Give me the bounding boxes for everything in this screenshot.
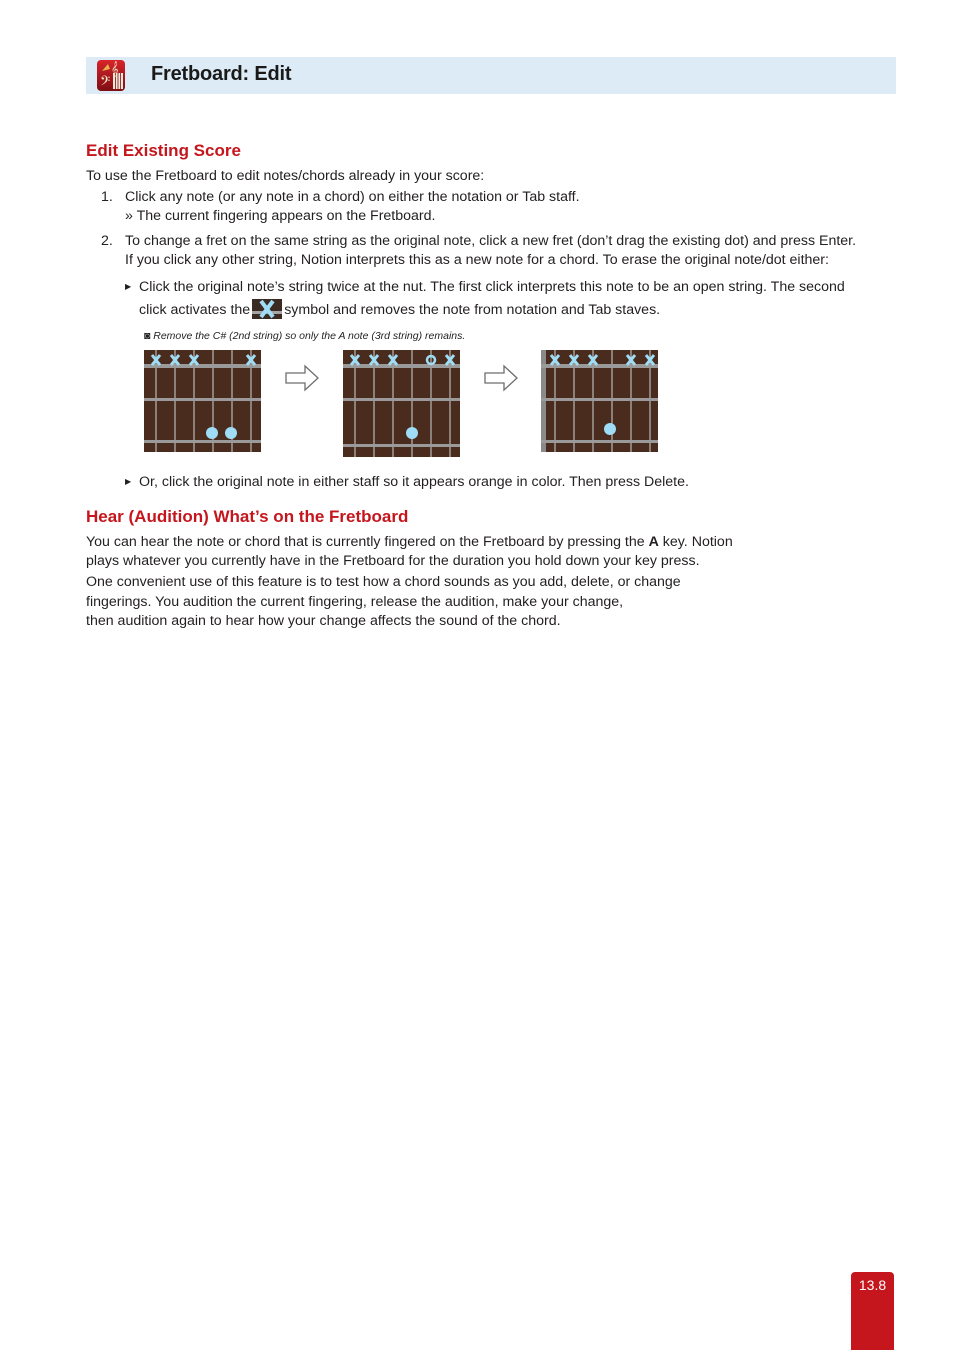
fretboard-image-3 [541, 350, 658, 452]
fretboard-image-1 [144, 350, 261, 452]
paragraph-text: key. Notion [658, 534, 733, 550]
paragraph-line: then audition again to hear how your change affects the sound of the chord. [86, 613, 561, 629]
bullet-triangle-icon: ▶ [125, 477, 132, 486]
key-letter: A [648, 534, 659, 550]
step-result: » The current fingering appears on the Fretboard. [125, 208, 436, 224]
arrow-right-icon [484, 364, 519, 392]
notion-app-icon [96, 59, 126, 92]
bullet-text-part: click activates the [139, 302, 251, 318]
paragraph-line: fingerings. You audition the current fingering, release the audition, make your change, [86, 594, 624, 610]
page-number-badge [851, 1272, 894, 1350]
section-heading-edit-existing-score: Edit Existing Score [86, 141, 241, 160]
svg-text:𝄞: 𝄞 [111, 62, 119, 77]
svg-text:𝄢: 𝄢 [100, 73, 111, 92]
step-text: Click any note (or any note in a chord) on either the notation or Tab staff. [125, 189, 580, 205]
arrow-right-icon [285, 364, 320, 392]
bullet-text-part: symbol and removes the note from notation and Tab staves. [284, 302, 661, 318]
bullet-text: Click the original note’s string twice at the nut. The first click interprets this note to be an open string. The second [139, 279, 845, 295]
intro-text: To use the Fretboard to edit notes/chords already in your score: [86, 168, 485, 184]
bullet-text-continued [139, 299, 660, 320]
paragraph-text: You can hear the note or chord that is currently fingered on the Fretboard by pressing the [86, 534, 649, 550]
step-text: To change a fret on the same string as the original note, click a new fret (don’t drag the existing dot) and press Enter. [125, 233, 857, 249]
paragraph-line: plays whatever you currently have in the Fretboard for the duration you hold down your key press. [86, 553, 700, 569]
step-number: 2. [101, 233, 113, 249]
bullet-triangle-icon: ▶ [125, 282, 132, 291]
page-number: 13.8 [858, 1277, 887, 1293]
figure-caption: ◙ Remove the C# (2nd string) so only the A note (3rd string) remains. [144, 330, 466, 342]
bullet-text: Or, click the original note in either staff so it appears orange in color. Then press Delete. [139, 474, 689, 490]
section-heading-hear-audition: Hear (Audition) What’s on the Fretboard [86, 507, 409, 526]
step-number: 1. [101, 189, 113, 205]
page-title: Fretboard: Edit [151, 63, 292, 85]
fretboard-image-2 [343, 350, 460, 457]
step-text-continued: If you click any other string, Notion interprets this as a new note for a chord. To erase the original note/dot either: [125, 252, 829, 268]
x-symbol-icon [252, 299, 282, 319]
paragraph-line: One convenient use of this feature is to test how a chord sounds as you add, delete, or change [86, 574, 681, 590]
paragraph-line [86, 533, 733, 552]
